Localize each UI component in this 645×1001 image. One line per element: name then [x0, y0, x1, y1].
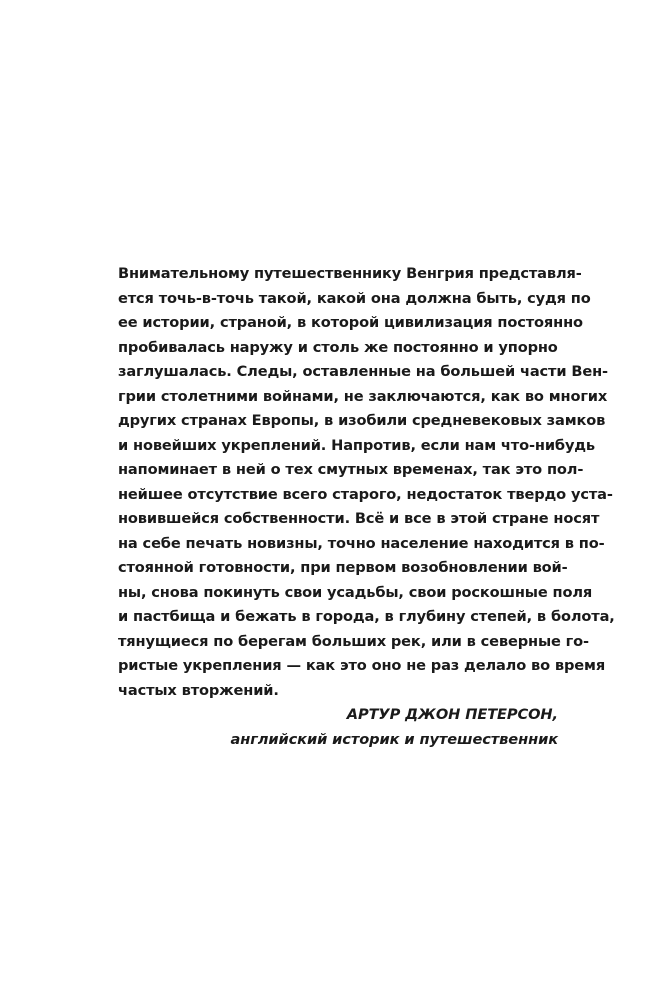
author-name: АРТУР ДЖОН ПЕТЕРСОН, — [346, 706, 558, 723]
epigraph-attribution — [118, 703, 558, 752]
quote-line: заглушалась. Следы, оставленные на большей части Вен- — [118, 363, 608, 380]
quote-line: других странах Европы, в изобили средневековых замков — [118, 412, 606, 429]
quote-line: стоянной готовности, при первом возобновлении вой- — [118, 559, 568, 576]
author-description: английский историк и путешественник — [230, 730, 558, 748]
quote-line: и пастбища и бежать в города, в глубину степей, в болота, — [118, 608, 615, 625]
epigraph-quote — [118, 262, 615, 703]
quote-line: на себе печать новизны, точно население находится в по- — [118, 534, 605, 552]
quote-line: и новейших укреплений. Напротив, если нам что-нибудь — [118, 436, 596, 454]
epigraph — [118, 262, 615, 752]
quote-line: тянущиеся по берегам больших рек, или в северные го- — [118, 632, 589, 650]
quote-line: новившейся собственности. Всё и все в этой стране носят — [118, 510, 600, 527]
quote-line: грии столетними войнами, не заключаются, как во многих — [118, 387, 608, 405]
quote-line: ется точь-в-точь такой, какой она должна быть, судя по — [118, 289, 591, 307]
quote-line: частых вторжений. — [118, 681, 279, 699]
quote-line: напоминает в ней о тех смутных временах, так это пол- — [118, 461, 584, 478]
quote-line: пробивалась наружу и столь же постоянно и упорно — [118, 338, 558, 356]
quote-line: Внимательному путешественнику Венгрия представля- — [118, 265, 582, 282]
quote-line: нейшее отсутствие всего старого, недостаток твердо уста- — [118, 485, 613, 503]
quote-line: ристые укрепления — как это оно не раз делало во время — [118, 657, 606, 674]
quote-line: ее истории, страной, в которой цивилизация постоянно — [118, 314, 583, 331]
quote-line: ны, снова покинуть свои усадьбы, свои роскошные поля — [118, 583, 593, 601]
